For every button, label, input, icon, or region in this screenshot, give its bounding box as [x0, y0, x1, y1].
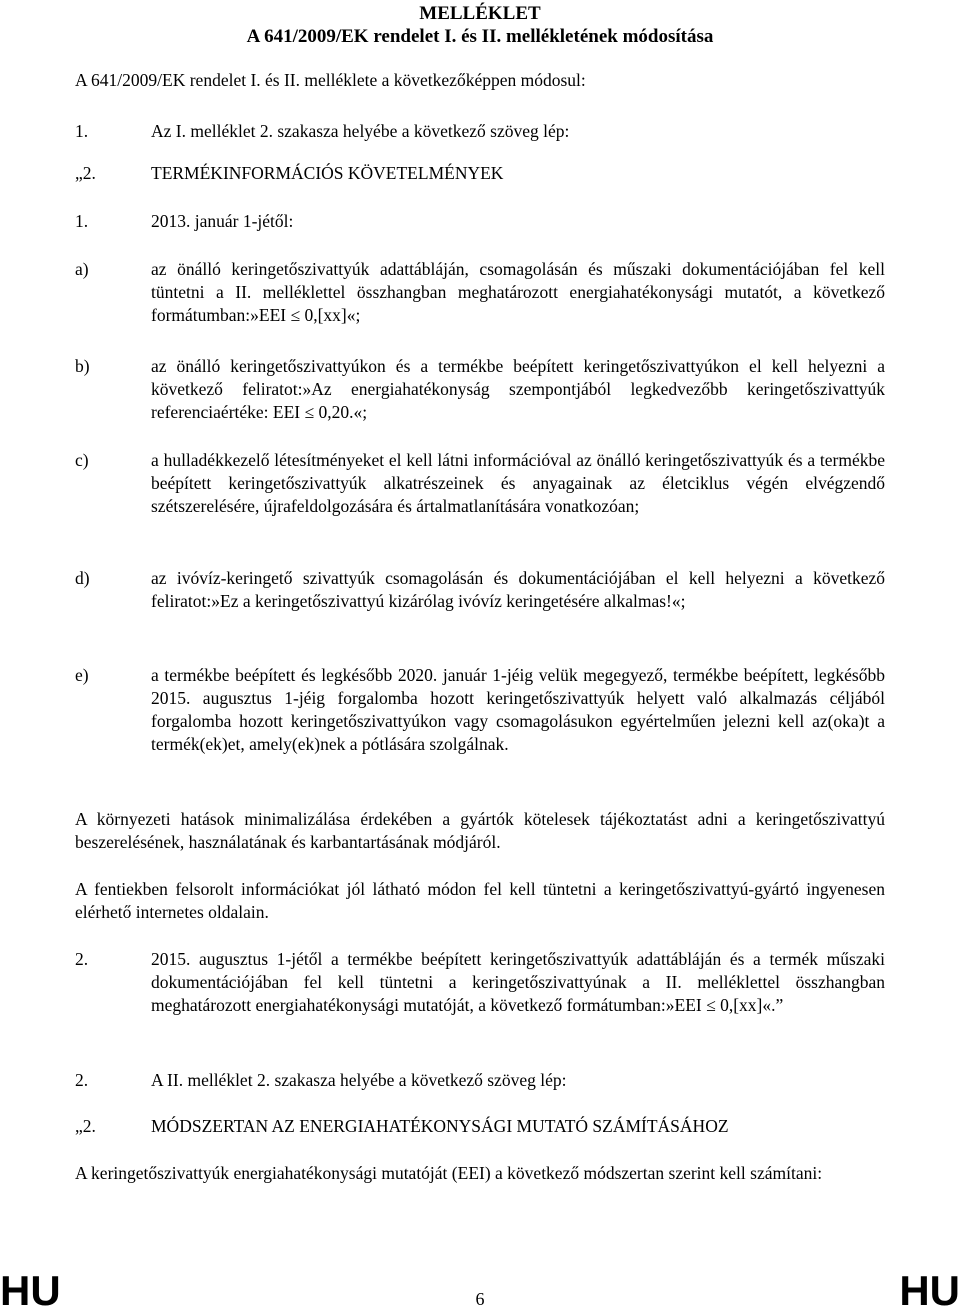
website-paragraph: A fentiekben felsorolt információkat jól látható módon fel kell tüntetni a keringetőszivattyú-gyártó ingyenesen elérhető internetes oldalain. [75, 879, 885, 922]
list-item-text: az önálló keringetőszivattyúk adattábláján, csomagolásán és műszaki dokumentációjában fel kell tüntetni a II. melléklettel összhangban meghatározott energiahatékonysági mutatót, a következő formátumban:»EEI ≤ 0,[xx]«; [151, 259, 885, 325]
point-2-number: 2. [75, 1070, 89, 1090]
intro-paragraph: A 641/2009/EK rendelet I. és II. melléklete a következőképpen módosul: [75, 70, 586, 90]
list-item-text: a hulladékkezelő létesítményeket el kell látni információval az önálló keringetőszivattyúk és a termékbe beépített keringetőszivattyúk alkatrészeinek és anyagainak az életciklus végén elvégzendő szétszerelésére, újrafeldolgozására és ártalmatlanítására vonatkozóan; [151, 450, 885, 516]
environment-paragraph: A környezeti hatások minimalizálása érdekében a gyártók kötelesek tájékoztatást adni a keringetőszivattyú beszerelésének, használatának és karbantartásának módjáról. [75, 809, 885, 852]
subpoint-2-number: 2. [75, 949, 89, 969]
eei-paragraph: A keringetőszivattyúk energiahatékonysági mutatóját (EEI) a következő módszertan szerint kell számítani: [75, 1163, 823, 1183]
point-1-number: 1. [75, 121, 89, 141]
list-item-label: c) [75, 450, 89, 470]
point-1-text: Az I. melléklet 2. szakasza helyébe a következő szöveg lép: [151, 121, 570, 141]
list-item-text: az ivóvíz-keringető szivattyúk csomagolásán és dokumentációjában el kell helyezni a következő feliratot:»Ez a keringetőszivattyú kizárólag ivóvíz keringetésére alkalmas!«; [151, 568, 885, 611]
section-2-number: „2. [75, 163, 96, 183]
list-item-label: b) [75, 356, 90, 376]
list-item-label: a) [75, 259, 89, 279]
subpoint-2-text: 2015. augusztus 1-jétől a termékbe beépített keringetőszivattyúk adattábláján és a termék műszaki dokumentációjában fel kell tüntetni a keringetőszivattyúnak a II. melléklettel összhangban meghatározott energiahatékonysági mutatóját, a következő formátumban:»EEI ≤ 0,[xx]«.” [151, 949, 885, 1015]
section-2-title: TERMÉKINFORMÁCIÓS KÖVETELMÉNYEK [151, 163, 504, 183]
subpoint-1-text: 2013. január 1-jétől: [151, 211, 294, 231]
section-2b-title: MÓDSZERTAN AZ ENERGIAHATÉKONYSÁGI MUTATÓ SZÁMÍTÁSÁHOZ [151, 1116, 729, 1136]
section-2b-number: „2. [75, 1116, 96, 1136]
language-code-right: HU [899, 1267, 960, 1314]
list-item-label: d) [75, 568, 90, 588]
list-item-text: a termékbe beépített és legkésőbb 2020. január 1-jéig velük megegyező, termékbe beépített, legkésőbb 2015. augusztus 1-jéig forgalomba hozott keringetőszivattyúk helyett való alkalmazás céljából forgalomba hozott keringetőszivattyúkon vagy csomagolásukon egyértelműen jelezni kell az(oka)t a termék(ek)et, amely(ek)nek a pótlására szolgálnak. [151, 665, 885, 754]
page-number: 6 [475, 1289, 485, 1309]
list-item-text: az önálló keringetőszivattyúkon és a termékbe beépített keringetőszivattyúkon el kell helyezni a következő feliratot:»Az energiahatékonyság szempontjából legkedvezőbb keringetőszivattyúk referenciaértéke: EEI ≤ 0,20.«; [151, 356, 885, 422]
language-code-left: HU [0, 1267, 61, 1314]
list-item-label: e) [75, 665, 89, 685]
document-title: MELLÉKLET [419, 3, 541, 24]
subpoint-1-number: 1. [75, 211, 89, 231]
document-subtitle: A 641/2009/EK rendelet I. és II. mellékletének módosítása [246, 26, 714, 47]
point-2-text: A II. melléklet 2. szakasza helyébe a következő szöveg lép: [151, 1070, 567, 1090]
